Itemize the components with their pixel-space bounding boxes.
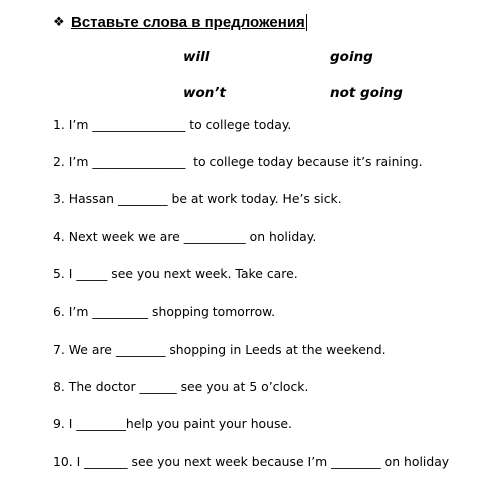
exercise-header <box>53 11 307 33</box>
sentence-item: 2. I’m _______________ to college today because it’s raining. <box>53 154 423 169</box>
sentence-item: 1. I’m _______________ to college today. <box>53 117 292 132</box>
word-bank-item: won’t <box>183 85 226 101</box>
sentence-item: 8. The doctor ______ see you at 5 o’clock. <box>53 379 309 394</box>
sentence-item: 4. Next week we are __________ on holiday. <box>53 229 317 244</box>
sentence-item: 10. I _______ see you next week because I’m ________ on holiday <box>53 454 450 469</box>
word-bank-item: going <box>330 49 373 65</box>
exercise-title: Вставьте слова в предложения <box>71 13 305 31</box>
four-diamond-bullet-icon: ❖ <box>53 14 65 30</box>
sentence-item: 6. I’m _________ shopping tomorrow. <box>53 304 276 319</box>
word-bank-item: will <box>183 49 210 65</box>
sentence-item: 9. I ________help you paint your house. <box>53 416 292 431</box>
text-cursor <box>306 14 307 31</box>
word-bank-item: not going <box>330 85 403 101</box>
sentence-item: 3. Hassan ________ be at work today. He’s sick. <box>53 191 342 206</box>
sentence-item: 7. We are ________ shopping in Leeds at the weekend. <box>53 342 386 357</box>
sentence-item: 5. I _____ see you next week. Take care. <box>53 266 298 281</box>
